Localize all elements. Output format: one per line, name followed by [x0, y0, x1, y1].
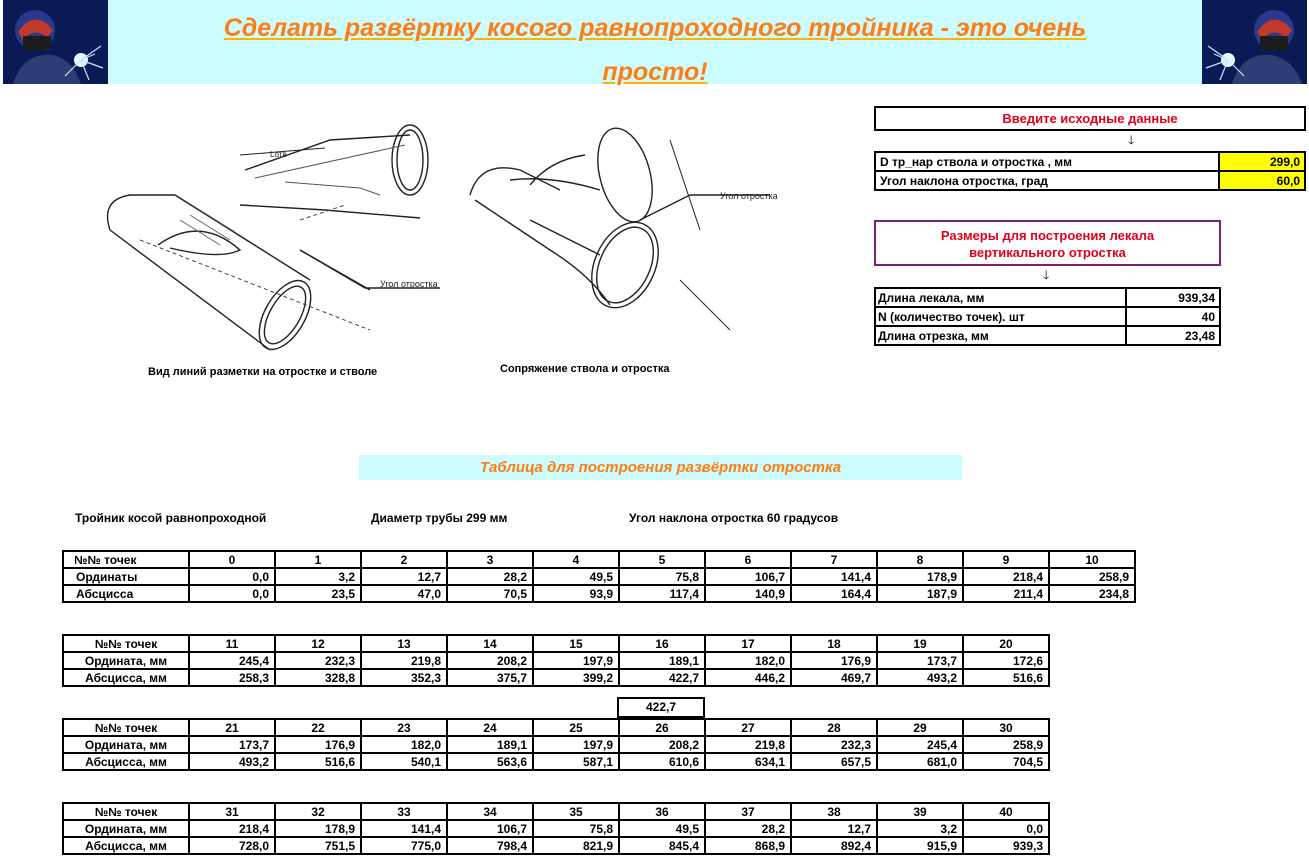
value-cell: 219,8: [705, 736, 791, 753]
extra-value-cell: 422,7: [617, 697, 705, 718]
point-number-cell: 18: [791, 635, 877, 652]
l-otv-label: Lотв: [270, 150, 287, 159]
input-label-diameter: D тр_нар ствола и отростка , мм: [875, 152, 1219, 171]
value-cell: 164,4: [791, 585, 877, 602]
value-cell: 915,9: [877, 837, 963, 854]
point-number-cell: 26: [619, 719, 705, 736]
value-cell: 232,3: [791, 736, 877, 753]
template-row: [875, 288, 1220, 307]
value-cell: 0,0: [189, 585, 275, 602]
template-label-segment: Длина отрезка, мм: [875, 326, 1126, 345]
value-cell: 516,6: [275, 753, 361, 770]
input-row-diameter: [875, 152, 1305, 171]
input-label-angle: Угол наклона отростка, град: [875, 171, 1219, 190]
point-number-cell: 13: [361, 635, 447, 652]
value-cell: 218,4: [963, 568, 1049, 585]
points-row: [63, 719, 1049, 736]
template-label-length: Длина лекала, мм: [875, 288, 1126, 307]
value-cell: 219,8: [361, 652, 447, 669]
value-cell: 681,0: [877, 753, 963, 770]
value-cell: 176,9: [791, 652, 877, 669]
template-value-segment: 23,48: [1126, 326, 1220, 345]
value-cell: 49,5: [533, 568, 619, 585]
value-cell: 173,7: [189, 736, 275, 753]
value-cell: 182,0: [361, 736, 447, 753]
value-cell: 258,9: [1049, 568, 1135, 585]
point-number-cell: 29: [877, 719, 963, 736]
point-number-cell: 6: [705, 551, 791, 568]
value-cell: 446,2: [705, 669, 791, 686]
value-cell: 0,0: [963, 820, 1049, 837]
value-cell: 775,0: [361, 837, 447, 854]
row-label: №№ точек: [63, 803, 189, 820]
value-cell: 178,9: [877, 568, 963, 585]
value-cell: 422,7: [619, 669, 705, 686]
table-title: Таблица для построения развёртки отростка: [359, 455, 962, 480]
value-cell: 657,5: [791, 753, 877, 770]
angle-label-right: Угол отростка: [720, 191, 778, 201]
point-number-cell: 20: [963, 635, 1049, 652]
row-label: Абсцисса, мм: [63, 753, 189, 770]
points-table-1: [62, 550, 1136, 603]
point-number-cell: 28: [791, 719, 877, 736]
input-field-diameter[interactable]: 299,0: [1219, 152, 1305, 171]
point-number-cell: 17: [705, 635, 791, 652]
input-title: [874, 106, 1306, 131]
input-table: [874, 151, 1306, 191]
point-number-cell: 9: [963, 551, 1049, 568]
info-diameter: Диаметр трубы 299 мм: [371, 511, 508, 525]
ordinate-row: [63, 820, 1049, 837]
point-number-cell: 15: [533, 635, 619, 652]
value-cell: 540,1: [361, 753, 447, 770]
value-cell: 234,8: [1049, 585, 1135, 602]
points-table-3: [62, 718, 1050, 771]
value-cell: 218,4: [189, 820, 275, 837]
value-cell: 493,2: [189, 753, 275, 770]
value-cell: 211,4: [963, 585, 1049, 602]
value-cell: 197,9: [533, 652, 619, 669]
point-number-cell: 10: [1049, 551, 1135, 568]
row-label: Абсцисса, мм: [63, 669, 189, 686]
value-cell: 352,3: [361, 669, 447, 686]
row-label: Ордината, мм: [63, 652, 189, 669]
input-row-angle: [875, 171, 1305, 190]
point-number-cell: 34: [447, 803, 533, 820]
point-number-cell: 14: [447, 635, 533, 652]
value-cell: 563,6: [447, 753, 533, 770]
row-label: Абсцисса, мм: [63, 837, 189, 854]
template-label-points: N (количество точек). шт: [875, 307, 1126, 326]
angle-label-left: Угол отростка: [380, 279, 438, 289]
point-number-cell: 32: [275, 803, 361, 820]
value-cell: 821,9: [533, 837, 619, 854]
point-number-cell: 7: [791, 551, 877, 568]
point-number-cell: 3: [447, 551, 533, 568]
abscissa-row: [63, 585, 1135, 602]
value-cell: 106,7: [447, 820, 533, 837]
value-cell: 75,8: [619, 568, 705, 585]
value-cell: 3,2: [275, 568, 361, 585]
info-angle: Угол наклона отростка 60 градусов: [629, 511, 839, 525]
value-cell: 493,2: [877, 669, 963, 686]
ordinate-row: [63, 652, 1049, 669]
value-cell: 178,9: [275, 820, 361, 837]
point-number-cell: 16: [619, 635, 705, 652]
value-cell: 587,1: [533, 753, 619, 770]
ordinate-row: [63, 736, 1049, 753]
value-cell: 173,7: [877, 652, 963, 669]
point-number-cell: 12: [275, 635, 361, 652]
template-title-line2: вертикального отростка: [969, 245, 1126, 260]
point-number-cell: 24: [447, 719, 533, 736]
value-cell: 798,4: [447, 837, 533, 854]
value-cell: 245,4: [189, 652, 275, 669]
value-cell: 469,7: [791, 669, 877, 686]
value-cell: 172,6: [963, 652, 1049, 669]
value-cell: 106,7: [705, 568, 791, 585]
value-cell: 47,0: [361, 585, 447, 602]
point-number-cell: 40: [963, 803, 1049, 820]
value-cell: 3,2: [877, 820, 963, 837]
value-cell: 232,3: [275, 652, 361, 669]
left-drawing-caption: Вид линий разметки на отростке и стволе: [148, 366, 378, 378]
point-number-cell: 31: [189, 803, 275, 820]
template-row: [875, 307, 1220, 326]
point-number-cell: 38: [791, 803, 877, 820]
value-cell: 375,7: [447, 669, 533, 686]
point-number-cell: 37: [705, 803, 791, 820]
arrow-down-icon: 🡓: [1043, 268, 1050, 282]
row-label: Абсцисса: [63, 585, 189, 602]
value-cell: 751,5: [275, 837, 361, 854]
value-cell: 141,4: [361, 820, 447, 837]
value-cell: 939,3: [963, 837, 1049, 854]
point-number-cell: 27: [705, 719, 791, 736]
abscissa-row: [63, 753, 1049, 770]
template-table: [874, 287, 1221, 346]
points-row: [63, 635, 1049, 652]
value-cell: 93,9: [533, 585, 619, 602]
point-number-cell: 23: [361, 719, 447, 736]
point-number-cell: 8: [877, 551, 963, 568]
value-cell: 634,1: [705, 753, 791, 770]
page-title-line2: просто!: [602, 58, 708, 86]
value-cell: 140,9: [705, 585, 791, 602]
value-cell: 868,9: [705, 837, 791, 854]
point-number-cell: 30: [963, 719, 1049, 736]
point-number-cell: 19: [877, 635, 963, 652]
ordinate-row: [63, 568, 1135, 585]
value-cell: 182,0: [705, 652, 791, 669]
input-field-angle[interactable]: 60,0: [1219, 171, 1305, 190]
row-label: Ордината, мм: [63, 820, 189, 837]
value-cell: 245,4: [877, 736, 963, 753]
row-label: Ординаты: [63, 568, 189, 585]
point-number-cell: 33: [361, 803, 447, 820]
value-cell: 12,7: [791, 820, 877, 837]
value-cell: 892,4: [791, 837, 877, 854]
points-row: [63, 803, 1049, 820]
row-label: №№ точек: [63, 719, 189, 736]
abscissa-row: [63, 837, 1049, 854]
row-label: №№ точек: [63, 551, 189, 568]
template-value-points: 40: [1126, 307, 1220, 326]
value-cell: 197,9: [533, 736, 619, 753]
points-row: [63, 551, 1135, 568]
value-cell: 187,9: [877, 585, 963, 602]
point-number-cell: 4: [533, 551, 619, 568]
points-table-2: [62, 634, 1050, 687]
arrow-down-icon: 🡓: [1128, 133, 1135, 147]
value-cell: 0,0: [189, 568, 275, 585]
value-cell: 328,8: [275, 669, 361, 686]
point-number-cell: 5: [619, 551, 705, 568]
point-number-cell: 21: [189, 719, 275, 736]
value-cell: 208,2: [619, 736, 705, 753]
value-cell: 28,2: [447, 568, 533, 585]
value-cell: 176,9: [275, 736, 361, 753]
point-number-cell: 36: [619, 803, 705, 820]
value-cell: 704,5: [963, 753, 1049, 770]
point-number-cell: 0: [189, 551, 275, 568]
value-cell: 258,9: [963, 736, 1049, 753]
tee-drawings: [80, 100, 800, 390]
point-number-cell: 22: [275, 719, 361, 736]
input-title-text: Введите исходные данные: [1002, 111, 1178, 126]
value-cell: 845,4: [619, 837, 705, 854]
point-number-cell: 1: [275, 551, 361, 568]
value-cell: 49,5: [619, 820, 705, 837]
points-table-4: [62, 802, 1050, 855]
welder-logo-icon: [1202, 0, 1307, 84]
value-cell: 75,8: [533, 820, 619, 837]
template-row: [875, 326, 1220, 345]
value-cell: 399,2: [533, 669, 619, 686]
point-number-cell: 11: [189, 635, 275, 652]
point-number-cell: 2: [361, 551, 447, 568]
point-number-cell: 39: [877, 803, 963, 820]
value-cell: 728,0: [189, 837, 275, 854]
value-cell: 189,1: [447, 736, 533, 753]
abscissa-row: [63, 669, 1049, 686]
page-title: [108, 6, 1202, 94]
row-label: №№ точек: [63, 635, 189, 652]
row-label: Ордината, мм: [63, 736, 189, 753]
value-cell: 12,7: [361, 568, 447, 585]
welder-logo-icon: [3, 0, 108, 84]
page-title-line1: Сделать развёртку косого равнопроходного тройника - это очень: [223, 14, 1087, 42]
value-cell: 208,2: [447, 652, 533, 669]
template-title-line1: Размеры для построения лекала: [940, 228, 1155, 243]
value-cell: 610,6: [619, 753, 705, 770]
value-cell: 141,4: [791, 568, 877, 585]
value-cell: 258,3: [189, 669, 275, 686]
template-title: [874, 220, 1221, 266]
value-cell: 28,2: [705, 820, 791, 837]
template-value-length: 939,34: [1126, 288, 1220, 307]
info-type: Тройник косой равнопроходной: [75, 511, 267, 525]
right-drawing-caption: Сопряжение ствола и отростка: [500, 363, 670, 375]
point-number-cell: 25: [533, 719, 619, 736]
value-cell: 189,1: [619, 652, 705, 669]
value-cell: 117,4: [619, 585, 705, 602]
value-cell: 516,6: [963, 669, 1049, 686]
value-cell: 23,5: [275, 585, 361, 602]
point-number-cell: 35: [533, 803, 619, 820]
value-cell: 70,5: [447, 585, 533, 602]
